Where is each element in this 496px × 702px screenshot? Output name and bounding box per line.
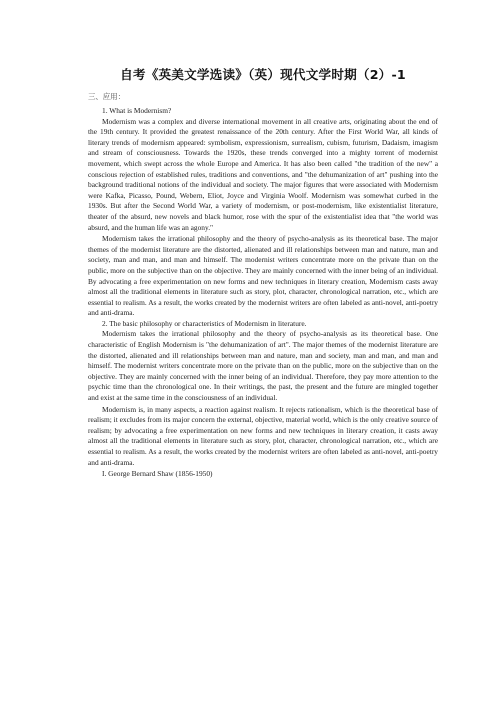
question-heading: 2. The basic philosophy or characteristics of Modernism in literature. xyxy=(102,318,307,328)
body-paragraph: Modernism is, in many aspects, a reaction against realism. It rejects rationalism, which is the theoretical base of realism; it excludes from its major concern the external, objective, material world, which is the only creative source of realism; by advocating a free experimentation on new forms and new techniques in literary creation, it casts away almost all the traditional elements in literature such as story, plot, character, chronological narration, etc., which are essential to realism. As a result, the works created by the modernist writers are often labeled as anti-novel, anti-poetry and anti-drama. xyxy=(88,404,438,467)
body-paragraph: Modernism takes the irrational philosophy and the theory of psycho-analysis as its theoretical base. The major themes of the modernist literature are the distorted, alienated and ill relationships between man and nature, man and society, man and man, and man and himself. The modernist writers concentrate more on the private than on the public, more on the subjective than on the objective. They are mainly concerned with the inner being of an individual. By advocating a free experimentation on new forms and new techniques in literary creation, Modernism casts away almost all the traditional elements in literature such as story, plot, character, chronological narration, etc., which are essential to realism. As a result, the works created by the modernist writers are often labeled as anti-novel, anti-poetry and anti-drama. xyxy=(88,234,438,318)
body-paragraph: Modernism takes the irrational philosophy and the theory of psycho-analysis as its theoretical base. One characteristic of English Modernism is "the dehumanization of art". The major themes of the modernist literature are the distorted, alienated and ill relationships between man and nature, man and society, man and man, and man and himself. The modernist writers concentrate more on the private than on the public, more on the subjective than on the objective. They are mainly concerned with the inner being of an individual. Therefore, they pay more attention to the psychic time than the chronological one. In their writings, the past, the present and the future are mingled together and exist at the same time in the consciousness of an individual. xyxy=(88,329,438,403)
subsection-heading: I. George Bernard Shaw (1856-1950) xyxy=(102,469,213,479)
body-paragraph: Modernism was a complex and diverse international movement in all creative arts, originating about the end of the 19th century. It provided the greatest renaissance of the 20th century. After the First World War, all kinds of literary trends of modernism appeared: symbolism, expressionism, surrealism, cubism, futurism, Dadaism, imagism and stream of consciousness. Towards the 1920s, these trends converged into a mighty torrent of modernist movement, which swept across the whole Europe and America. It has also been called "the tradition of the new" a conscious rejection of established rules, traditions and conventions, and "the dehumanization of art" pushing into the background traditional notions of the individual and society. The major figures that were associated with Modernism were Kafka, Picasso, Pound, Webern, Eliot, Joyce and Virginia Woolf. Modernism was somewhat curbed in the 1930s. But after the Second World War, a variety of modernism, or post-modernism, like existentialist literature, theater of the absurd, new novels and black humor, rose with the spur of the existentialist idea that "the world was absurd, and the human life was an agony." xyxy=(88,116,438,232)
question-heading: 1. What is Modernism? xyxy=(102,106,172,115)
section-heading: 三、应用： xyxy=(88,92,125,101)
page-title: 自考《英美文学选读》（英）现代文学时期（2）-1 xyxy=(120,67,406,82)
